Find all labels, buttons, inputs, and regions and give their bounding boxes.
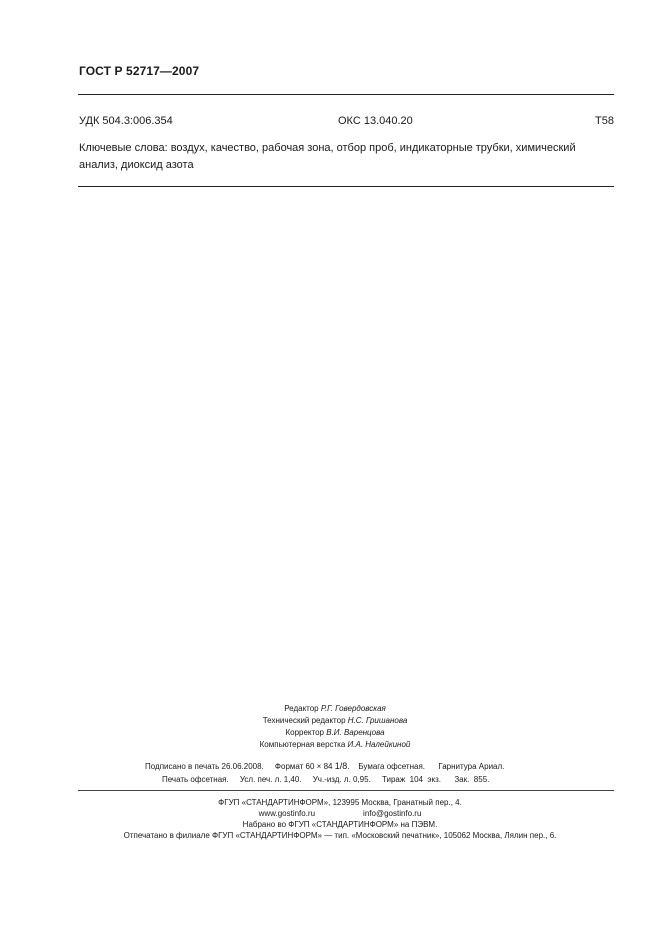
publisher-contacts	[60, 808, 620, 819]
document-code: ГОСТ Р 52717—2007	[79, 64, 200, 78]
print-type: Печать офсетная.	[162, 775, 229, 784]
keywords-text: Ключевые слова: воздух, качество, рабочая зона, отбор проб, индикаторные трубки, химический анализ, диоксид азота	[79, 142, 576, 171]
publisher-website: www.gostinfo.ru	[258, 809, 316, 818]
credit-layout	[200, 739, 470, 751]
udk-code: УДК 504.3:006.354	[79, 115, 173, 127]
credit-editor	[200, 703, 470, 715]
order-number: Зак. 855.	[454, 775, 490, 784]
paper-type: Бумага офсетная.	[358, 762, 425, 771]
print-details-line-2	[162, 775, 489, 784]
credit-role: Компьютерная верстка	[259, 740, 346, 749]
typeset-note: Набрано во ФГУП «СТАНДАРТИНФОРМ» на ПЭВМ.	[242, 820, 438, 829]
credit-role: Редактор	[284, 704, 319, 713]
credit-name: Р.Г. Говердовская	[320, 704, 386, 713]
publisher-email: info@gostinfo.ru	[363, 809, 422, 818]
credit-name: Н.С. Гришанова	[347, 716, 408, 725]
credit-tech-editor	[200, 715, 470, 727]
header-divider	[78, 94, 614, 95]
print-details-line-1: Подписано в печать 26.06.2008. Формат 60 × 84 1/8. Бумага офсетная. Гарнитура Ариал.	[145, 761, 505, 771]
publisher-address: ФГУП «СТАНДАРТИНФОРМ», 123995 Москва, Гранатный пер., 4.	[218, 798, 462, 807]
publishing-sheets: Уч.-изд. л. 0,95.	[312, 775, 371, 784]
oks-code: ОКС 13.040.20	[338, 115, 413, 127]
credit-proofreader	[200, 727, 470, 739]
credit-role: Корректор	[285, 728, 324, 737]
credit-role: Технический редактор	[262, 716, 346, 725]
copies: Тираж 104 экз.	[381, 775, 441, 784]
signed-date: Подписано в печать 26.06.2008.	[145, 762, 264, 771]
keywords-divider	[78, 186, 614, 187]
format: Формат 60 × 84	[274, 762, 333, 771]
credit-name: В.И. Варенцова	[326, 728, 385, 737]
credits-block	[200, 703, 470, 751]
format-fraction: 1/8	[334, 761, 348, 771]
printed-note: Отпечатано в филиале ФГУП «СТАНДАРТИНФОРМ» — тип. «Московский печатник», 105062 Москва, Лялин пер., 6.	[123, 831, 557, 840]
printed-sheets: Усл. печ. л. 1,40.	[239, 775, 302, 784]
publisher-block	[60, 797, 620, 841]
typeface: Гарнитура Ариал.	[438, 762, 505, 771]
credit-name: И.А. Налейкиной	[347, 740, 411, 749]
publisher-divider	[78, 790, 614, 791]
category-code: Т58	[595, 115, 614, 127]
